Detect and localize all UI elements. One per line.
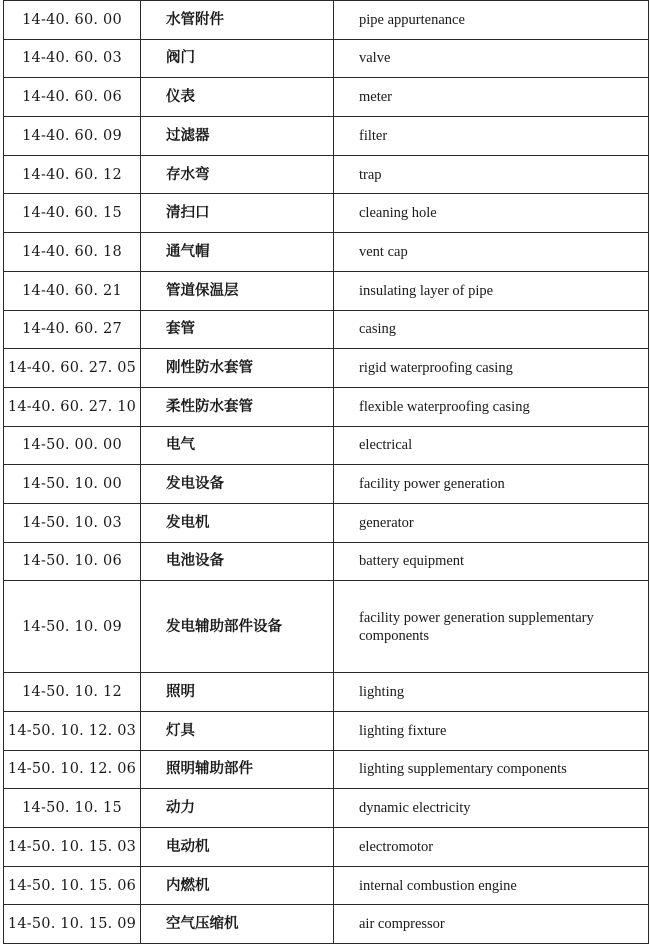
table-row <box>4 233 649 272</box>
term-code: 14-50. 10. 15. 09 <box>4 905 141 944</box>
glossary-body <box>4 1 649 944</box>
glossary-table <box>3 0 649 944</box>
table-row <box>4 271 649 310</box>
term-code: 14-40. 60. 27 <box>4 310 141 349</box>
term-chinese: 电池设备 <box>141 542 334 581</box>
term-chinese: 阀门 <box>141 39 334 78</box>
term-code: 14-40. 60. 09 <box>4 117 141 156</box>
table-row <box>4 194 649 233</box>
term-chinese: 存水弯 <box>141 155 334 194</box>
term-english: air compressor <box>334 905 649 944</box>
term-code: 14-50. 00. 00 <box>4 426 141 465</box>
term-code: 14-50. 10. 15. 03 <box>4 828 141 867</box>
term-code: 14-40. 60. 06 <box>4 78 141 117</box>
term-chinese: 电气 <box>141 426 334 465</box>
table-row <box>4 310 649 349</box>
table-row <box>4 866 649 905</box>
term-code: 14-40. 60. 27. 05 <box>4 349 141 388</box>
term-chinese: 动力 <box>141 789 334 828</box>
term-english: insulating layer of pipe <box>334 271 649 310</box>
term-chinese: 仪表 <box>141 78 334 117</box>
term-chinese: 水管附件 <box>141 1 334 40</box>
term-english: battery equipment <box>334 542 649 581</box>
table-row <box>4 155 649 194</box>
term-english: valve <box>334 39 649 78</box>
table-row <box>4 905 649 944</box>
term-code: 14-40. 60. 21 <box>4 271 141 310</box>
table-row <box>4 39 649 78</box>
term-code: 14-50. 10. 15 <box>4 789 141 828</box>
table-row <box>4 712 649 751</box>
term-english: lighting <box>334 673 649 712</box>
table-row <box>4 828 649 867</box>
term-chinese: 过滤器 <box>141 117 334 156</box>
term-code: 14-50. 10. 00 <box>4 465 141 504</box>
table-row <box>4 78 649 117</box>
term-english: dynamic electricity <box>334 789 649 828</box>
term-english: casing <box>334 310 649 349</box>
table-row <box>4 349 649 388</box>
term-chinese: 刚性防水套管 <box>141 349 334 388</box>
term-english: flexible waterproofing casing <box>334 387 649 426</box>
term-english: pipe appurtenance <box>334 1 649 40</box>
term-code: 14-40. 60. 18 <box>4 233 141 272</box>
term-chinese: 清扫口 <box>141 194 334 233</box>
term-code: 14-40. 60. 12 <box>4 155 141 194</box>
term-english: generator <box>334 503 649 542</box>
term-code: 14-50. 10. 12. 03 <box>4 712 141 751</box>
term-code: 14-50. 10. 09 <box>4 581 141 673</box>
term-english: internal combustion engine <box>334 866 649 905</box>
term-english: trap <box>334 155 649 194</box>
term-english: facility power generation <box>334 465 649 504</box>
table-row <box>4 1 649 40</box>
table-row <box>4 789 649 828</box>
term-english: electromotor <box>334 828 649 867</box>
term-chinese: 内燃机 <box>141 866 334 905</box>
term-chinese: 照明 <box>141 673 334 712</box>
term-chinese: 空气压缩机 <box>141 905 334 944</box>
term-chinese: 电动机 <box>141 828 334 867</box>
term-code: 14-40. 60. 03 <box>4 39 141 78</box>
term-code: 14-40. 60. 15 <box>4 194 141 233</box>
term-code: 14-50. 10. 03 <box>4 503 141 542</box>
term-chinese: 套管 <box>141 310 334 349</box>
term-english: lighting fixture <box>334 712 649 751</box>
term-english: rigid waterproofing casing <box>334 349 649 388</box>
term-chinese: 通气帽 <box>141 233 334 272</box>
table-row <box>4 542 649 581</box>
table-row <box>4 673 649 712</box>
term-english: meter <box>334 78 649 117</box>
table-row <box>4 581 649 673</box>
term-chinese: 灯具 <box>141 712 334 751</box>
term-code: 14-40. 60. 00 <box>4 1 141 40</box>
term-chinese: 发电设备 <box>141 465 334 504</box>
term-code: 14-50. 10. 12. 06 <box>4 750 141 789</box>
term-chinese: 发电辅助部件设备 <box>141 581 334 673</box>
table-row <box>4 117 649 156</box>
term-code: 14-50. 10. 15. 06 <box>4 866 141 905</box>
term-english: lighting supplementary components <box>334 750 649 789</box>
term-english: electrical <box>334 426 649 465</box>
term-code: 14-50. 10. 06 <box>4 542 141 581</box>
term-english: facility power generation supplementary components <box>334 581 649 673</box>
term-chinese: 发电机 <box>141 503 334 542</box>
term-english: filter <box>334 117 649 156</box>
term-english: cleaning hole <box>334 194 649 233</box>
term-chinese: 管道保温层 <box>141 271 334 310</box>
table-row <box>4 750 649 789</box>
term-code: 14-40. 60. 27. 10 <box>4 387 141 426</box>
term-code: 14-50. 10. 12 <box>4 673 141 712</box>
table-row <box>4 503 649 542</box>
table-row <box>4 387 649 426</box>
term-chinese: 照明辅助部件 <box>141 750 334 789</box>
table-row <box>4 465 649 504</box>
term-chinese: 柔性防水套管 <box>141 387 334 426</box>
term-english: vent cap <box>334 233 649 272</box>
table-row <box>4 426 649 465</box>
